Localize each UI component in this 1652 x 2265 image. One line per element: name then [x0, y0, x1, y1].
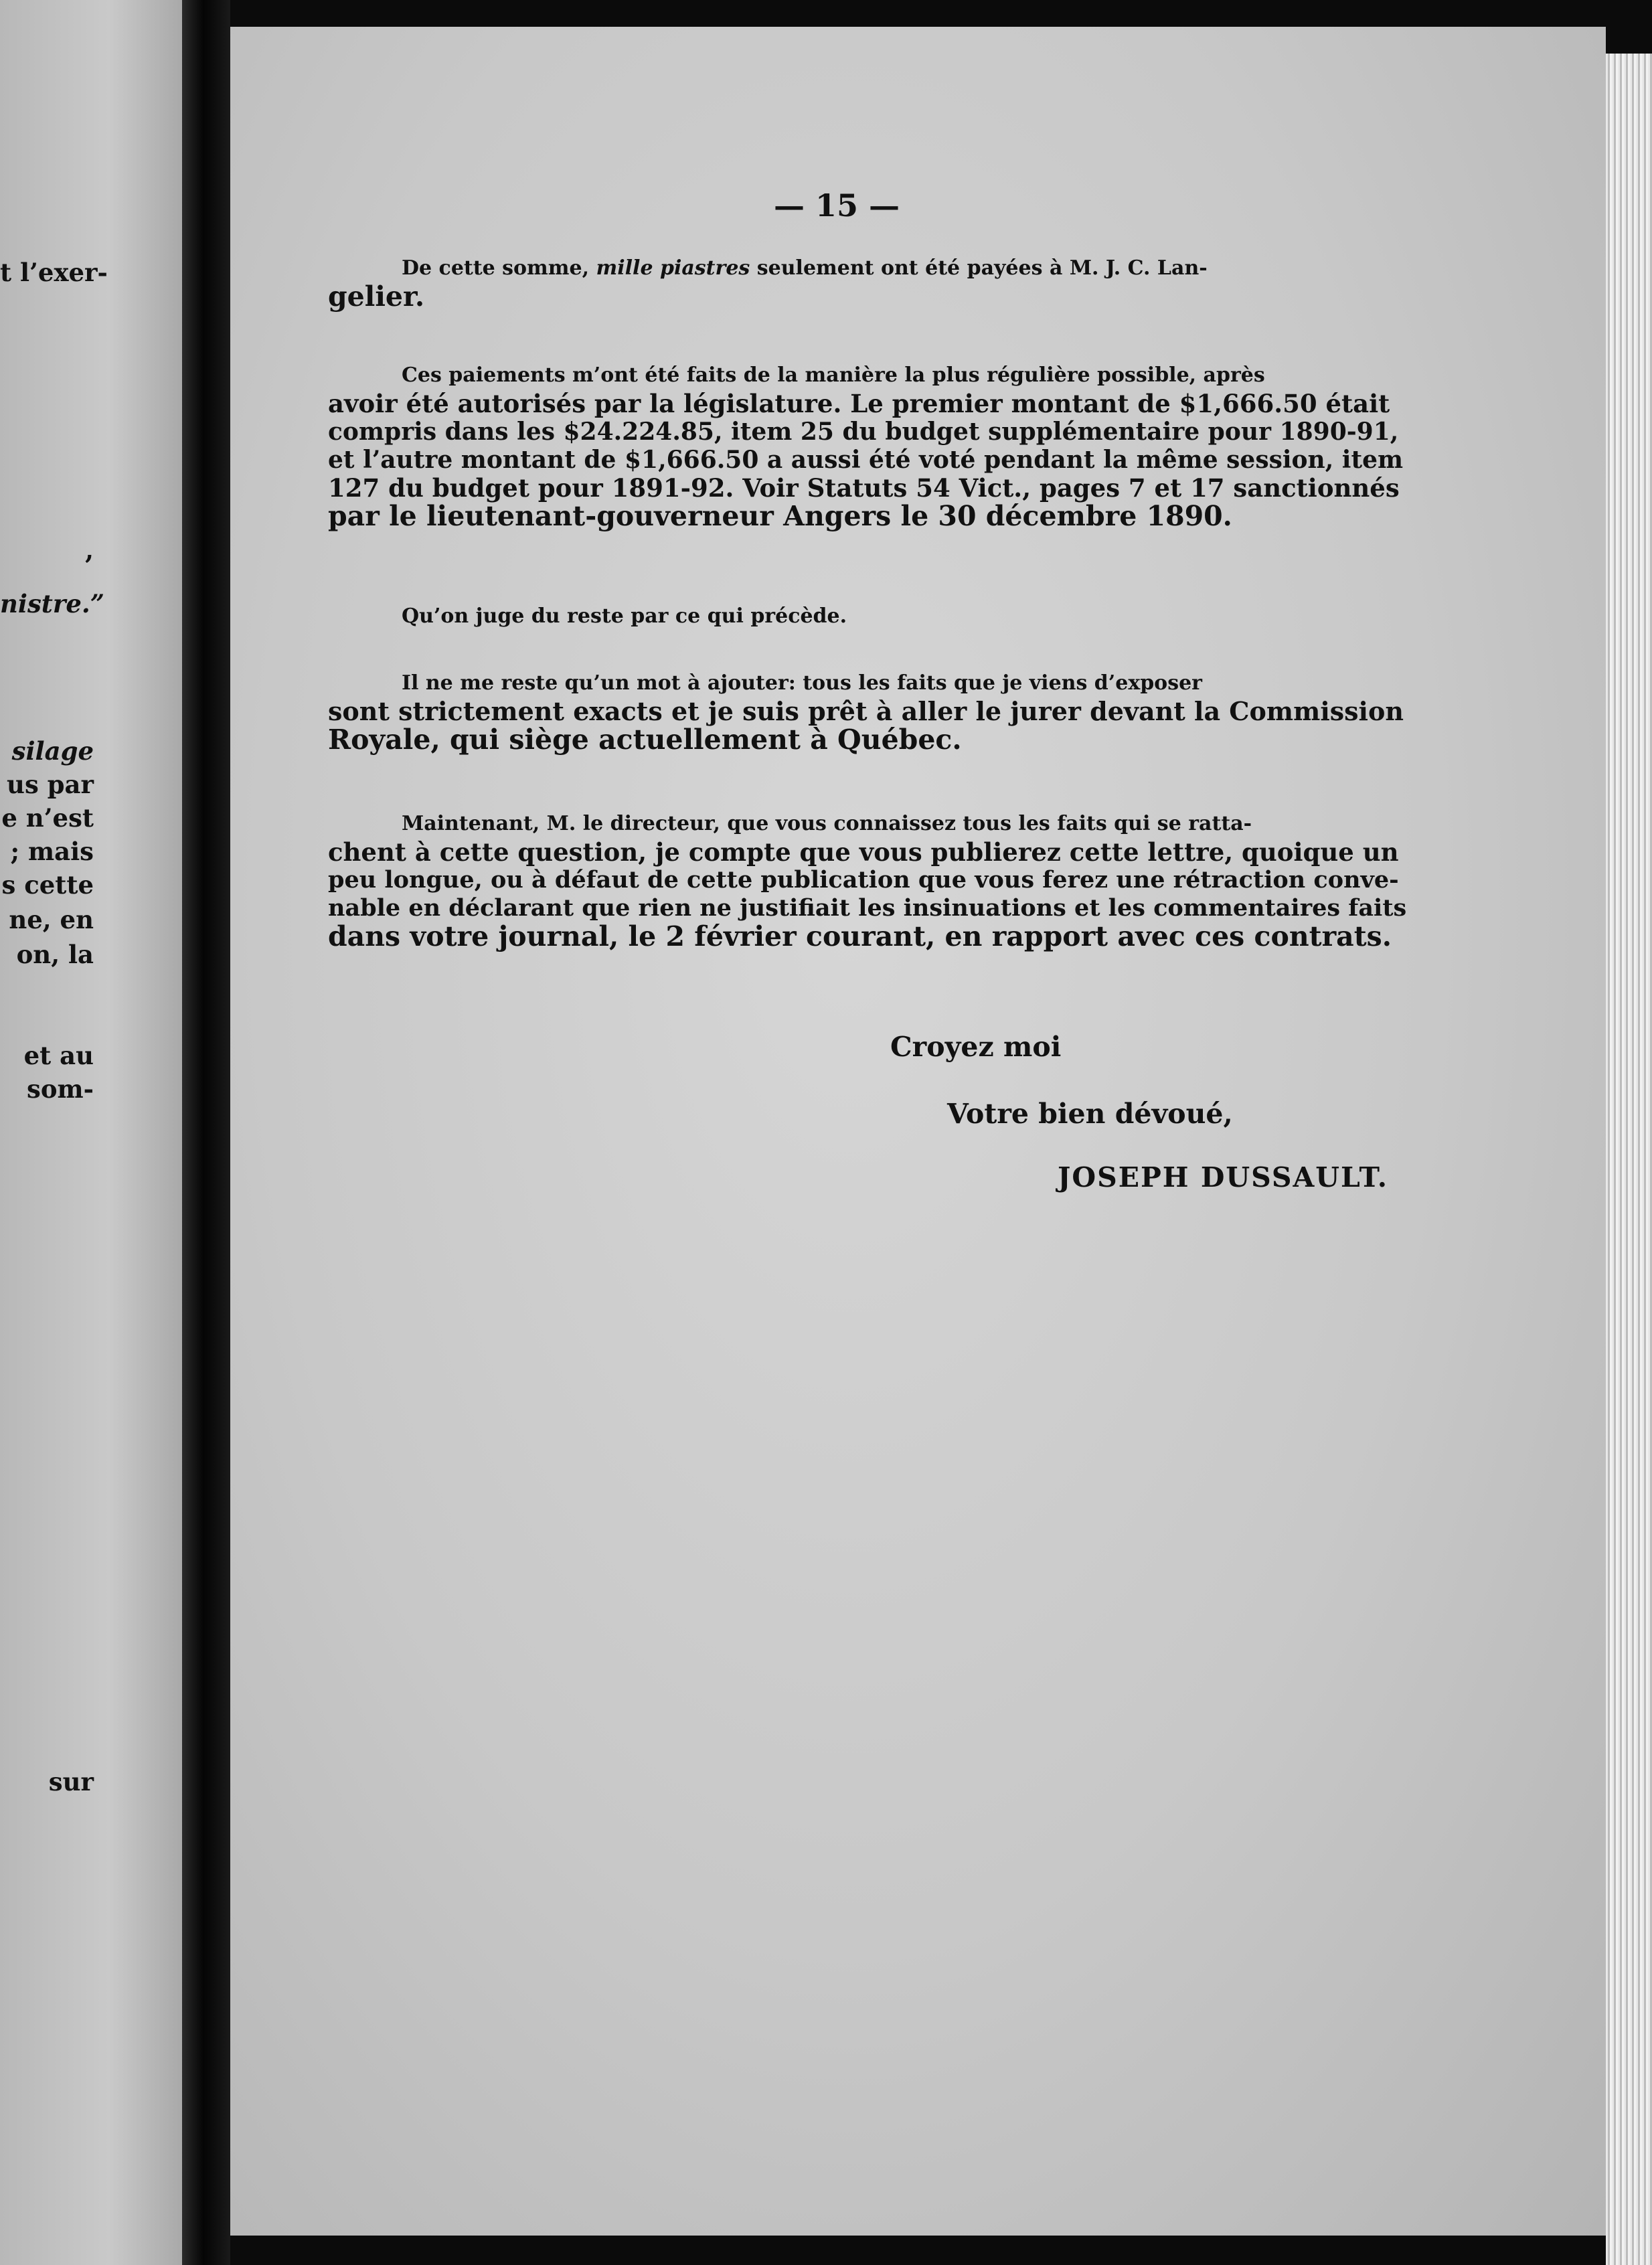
text-line: et l’autre montant de $1,666.50 a aussi été voté pendant la même session, item: [328, 446, 1404, 474]
text-line: De cette somme, mille piastres seulement ont été payées à M. J. C. Lan-: [402, 256, 1208, 280]
left-fragment: sur: [48, 1767, 94, 1796]
signature: JOSEPH DUSSAULT.: [1058, 1161, 1388, 1193]
paragraph: [328, 602, 1412, 631]
left-fragment: t l’exer-: [0, 258, 108, 287]
page-sheet: [230, 27, 1606, 2236]
text-line: dans votre journal, le 2 février courant, en rapport avec ces contrats.: [328, 920, 1392, 952]
salutation: Croyez moi: [890, 1031, 1062, 1063]
left-fragment: et au: [23, 1041, 94, 1070]
paragraph: [328, 669, 1412, 754]
text-line: compris dans les $24.224.85, item 25 du budget supplémentaire pour 1890-91,: [328, 418, 1399, 446]
text-line: par le lieutenant-gouverneur Angers le 30 décembre 1890.: [328, 500, 1232, 532]
text-line: Il ne me reste qu’un mot à ajouter: tous les faits que je viens d’exposer: [402, 671, 1202, 695]
text-line: Maintenant, M. le directeur, que vous connaissez tous les faits qui se ratta-: [402, 812, 1252, 835]
left-fragment: ne, en: [9, 905, 94, 934]
text-line: gelier.: [328, 280, 425, 313]
left-fragment: s cette: [1, 870, 94, 900]
text-line: Royale, qui siège actuellement à Québec.: [328, 724, 962, 756]
left-fragment: on, la: [16, 940, 94, 969]
text-line: Qu’on juge du reste par ce qui précède.: [402, 604, 847, 628]
book-gutter: [182, 0, 230, 2265]
left-fragment: nistre.”: [0, 589, 105, 618]
text-line: avoir été autorisés par la législature. Le premier montant de $1,666.50 était: [328, 389, 1390, 418]
left-fragment: silage: [11, 736, 94, 766]
left-fragment: som-: [26, 1074, 94, 1104]
text-line: nable en déclarant que rien ne justifiait les insinuations et les commentaires faits: [328, 894, 1407, 922]
left-fragment: ,: [85, 535, 94, 565]
paragraph: [328, 810, 1412, 950]
page-number: — 15 —: [773, 187, 900, 224]
previous-page-edge: [0, 0, 182, 2265]
valediction: Votre bien dévoué,: [947, 1098, 1233, 1130]
text-line: peu longue, ou à défaut de cette publication que vous ferez une rétraction conve-: [328, 866, 1399, 894]
left-fragment: ; mais: [10, 837, 94, 866]
paragraph: [328, 361, 1412, 530]
text-line: 127 du budget pour 1891-92. Voir Statuts 54 Vict., pages 7 et 17 sanctionnés: [328, 473, 1400, 503]
paragraph: [328, 254, 1412, 311]
page-stack-edge: [1606, 54, 1652, 2265]
italic-phrase: mille piastres: [596, 256, 750, 280]
left-fragment: us par: [7, 770, 94, 799]
text-line: sont strictement exacts et je suis prêt à aller le jurer devant la Commission: [328, 696, 1404, 726]
text-line: Ces paiements m’ont été faits de la manière la plus régulière possible, après: [402, 363, 1265, 387]
text-line: chent à cette question, je compte que vous publierez cette lettre, quoique un: [328, 837, 1399, 867]
left-fragment: e n’est: [1, 803, 94, 833]
